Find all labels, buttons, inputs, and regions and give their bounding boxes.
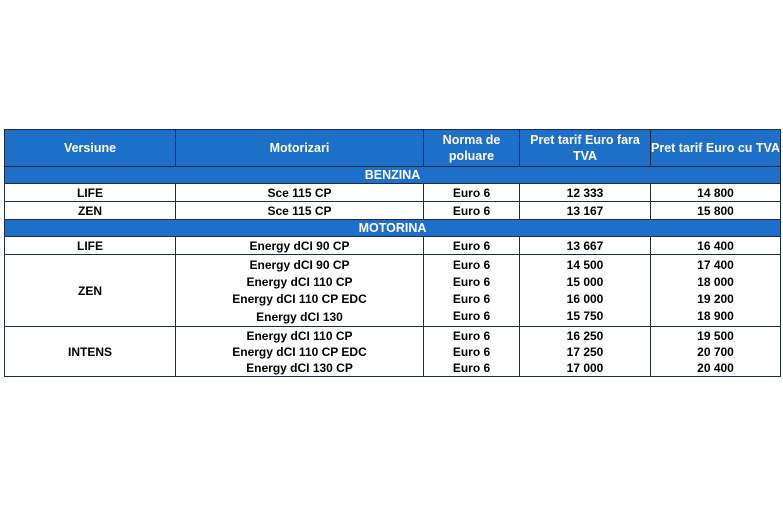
cell-norma-group (424, 255, 520, 327)
pret-line: 18 000 (697, 274, 734, 289)
pret-line: 19 500 (697, 328, 734, 343)
header-row (5, 130, 781, 167)
cell-pret-fara: 12 333 (520, 184, 651, 202)
cell-motor-group (176, 255, 424, 327)
cell-versiune: ZEN (5, 255, 176, 327)
motor-line: Energy dCI 110 CP EDC (232, 344, 367, 359)
cell-pret-fara: 13 167 (520, 202, 651, 220)
header-pret-fara-tva: Pret tarif Euro fara TVA (520, 130, 651, 167)
table-row (5, 202, 781, 220)
section-motorina (5, 220, 781, 237)
table-row (5, 237, 781, 255)
pret-line: 20 700 (697, 344, 734, 359)
norma-line: Euro 6 (452, 274, 491, 289)
pret-line: 15 000 (566, 274, 604, 289)
cell-versiune: ZEN (5, 202, 176, 220)
pret-line: 17 250 (566, 344, 604, 359)
pret-line: 17 000 (566, 360, 604, 375)
cell-norma: Euro 6 (424, 202, 520, 220)
header-norma: Norma de poluare (424, 130, 520, 167)
header-versiune: Versiune (5, 130, 176, 167)
motor-line: Energy dCI 110 CP (246, 274, 353, 289)
header-pret-cu-tva: Pret tarif Euro cu TVA (651, 130, 781, 167)
section-title: BENZINA (5, 167, 781, 184)
cell-pret-fara: 13 667 (520, 237, 651, 255)
cell-motor: Sce 115 CP (176, 184, 424, 202)
norma-line: Euro 6 (452, 360, 491, 375)
norma-line: Euro 6 (452, 309, 491, 324)
cell-motor: Energy dCI 90 CP (176, 237, 424, 255)
table-row-zen (5, 255, 781, 327)
motor-line: Energy dCI 110 CP EDC (232, 291, 367, 306)
header-motorizari: Motorizari (176, 130, 424, 167)
pret-line: 18 900 (697, 309, 734, 324)
pret-line: 14 500 (566, 257, 604, 272)
pret-line: 20 400 (697, 360, 734, 375)
cell-pret-fara-group (520, 327, 651, 377)
section-title: MOTORINA (5, 220, 781, 237)
cell-pret-cu: 16 400 (651, 237, 781, 255)
motor-line: Energy dCI 130 CP (246, 360, 353, 375)
price-table (4, 129, 781, 377)
cell-norma: Euro 6 (424, 184, 520, 202)
pret-line: 16 000 (566, 292, 604, 307)
norma-line: Euro 6 (452, 344, 491, 359)
cell-pret-fara-group (520, 255, 651, 327)
norma-line: Euro 6 (452, 257, 491, 272)
cell-norma: Euro 6 (424, 237, 520, 255)
pret-line: 19 200 (697, 292, 734, 307)
cell-norma-group (424, 327, 520, 377)
motor-line: Energy dCI 90 CP (249, 257, 350, 272)
motor-line: Energy dCI 110 CP (246, 328, 353, 343)
cell-motor: Sce 115 CP (176, 202, 424, 220)
motor-line: Energy dCI 130 (256, 309, 343, 324)
cell-pret-cu: 14 800 (651, 184, 781, 202)
section-benzina (5, 167, 781, 184)
cell-pret-cu-group (651, 255, 781, 327)
norma-line: Euro 6 (452, 328, 491, 343)
pret-line: 15 750 (566, 309, 604, 324)
pret-line: 17 400 (697, 257, 734, 272)
norma-line: Euro 6 (452, 292, 491, 307)
pret-line: 16 250 (566, 328, 604, 343)
cell-versiune: INTENS (5, 327, 176, 377)
cell-motor-group (176, 327, 424, 377)
cell-versiune: LIFE (5, 184, 176, 202)
cell-pret-cu: 15 800 (651, 202, 781, 220)
cell-versiune: LIFE (5, 237, 176, 255)
table-row-intens (5, 327, 781, 377)
table-row (5, 184, 781, 202)
cell-pret-cu-group (651, 327, 781, 377)
